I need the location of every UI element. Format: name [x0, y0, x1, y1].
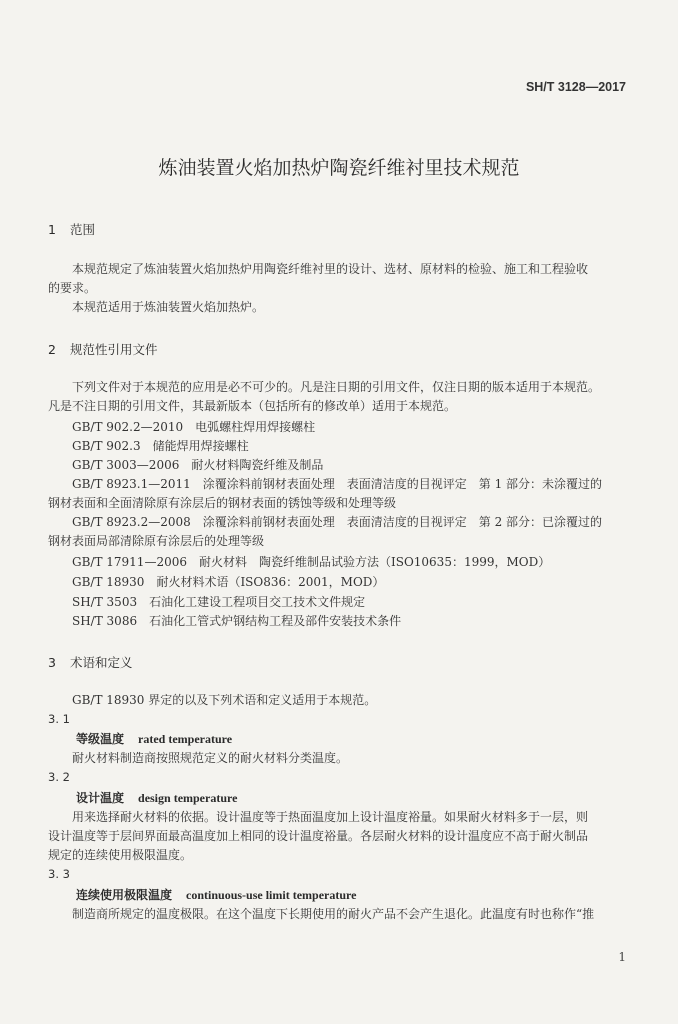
- paragraph-line: 本规范适用于炼油装置火焰加热炉。: [72, 300, 265, 314]
- reference-item-continuation: 钢材表面局部清除原有涂层后的处理等级: [48, 534, 265, 548]
- section-number: 3: [48, 655, 56, 670]
- reference-item: GB/T 902.3 储能焊用焊接螺柱: [72, 439, 249, 453]
- reference-item: GB/T 8923.1—2011 涂覆涂料前钢材表面处理 表面清洁度的目视评定 第 1 部分：未涂覆过的: [72, 477, 603, 491]
- reference-item: GB/T 902.2—2010 电弧螺柱焊用焊接螺柱: [72, 420, 316, 434]
- section-number: 2: [48, 342, 56, 357]
- section-1-heading: [48, 220, 95, 238]
- paragraph-line: 本规范规定了炼油装置火焰加热炉用陶瓷纤维衬里的设计、选材、原材料的检验、施工和工程验收: [72, 262, 589, 276]
- page-number: 1: [618, 950, 626, 964]
- paragraph-line: GB/T 18930 界定的以及下列术语和定义适用于本规范。: [72, 693, 377, 707]
- paragraph-line: 凡是不注日期的引用文件，其最新版本（包括所有的修改单）适用于本规范。: [48, 399, 457, 413]
- term-zh: 等级温度: [76, 732, 125, 746]
- term-definition: 制造商所规定的温度极限。在这个温度下长期使用的耐火产品不会产生退化。此温度有时也称作“推: [72, 907, 595, 921]
- term-en: continuous-use limit temperature: [186, 888, 357, 902]
- paragraph-line: 的要求。: [48, 281, 97, 295]
- term-definition: 耐火材料制造商按照规范定义的耐火材料分类温度。: [72, 751, 349, 765]
- term-heading: [76, 789, 237, 806]
- standard-code: SH/T 3128—2017: [525, 80, 626, 94]
- section-number: 1: [48, 222, 56, 237]
- section-3-heading: [48, 653, 133, 671]
- document-title: 炼油装置火焰加热炉陶瓷纤维衬里技术规范: [158, 157, 520, 179]
- term-number: 3. 1: [48, 712, 70, 726]
- term-zh: 连续使用极限温度: [76, 888, 173, 902]
- reference-item: GB/T 17911—2006 耐火材料 陶瓷纤维制品试验方法（ISO10635：1999，MOD）: [72, 555, 551, 569]
- term-heading: [76, 886, 356, 903]
- term-definition: 用来选择耐火材料的依据。设计温度等于热面温度加上设计温度裕量。如果耐火材料多于一层，则: [72, 810, 589, 824]
- term-en: design temperature: [138, 791, 238, 805]
- reference-item: GB/T 18930 耐火材料术语（ISO836：2001，MOD）: [72, 575, 385, 589]
- term-definition: 设计温度等于层间界面最高温度加上相同的设计温度裕量。各层耐火材料的设计温度应不高于耐火制品: [48, 829, 589, 843]
- reference-item-continuation: 钢材表面和全面清除原有涂层后的钢材表面的锈蚀等级和处理等级: [48, 496, 397, 510]
- paragraph-line: 下列文件对于本规范的应用是必不可少的。凡是注日期的引用文件，仅注日期的版本适用于本规范。: [72, 380, 601, 394]
- term-heading: [76, 730, 232, 747]
- reference-item: GB/T 3003—2006 耐火材料陶瓷纤维及制品: [72, 458, 324, 472]
- section-title: 规范性引用文件: [70, 342, 158, 357]
- reference-item: SH/T 3086 石油化工管式炉钢结构工程及部件安装技术条件: [72, 614, 402, 628]
- term-number: 3. 2: [48, 770, 70, 784]
- section-2-heading: [48, 340, 158, 358]
- section-title: 术语和定义: [70, 655, 133, 670]
- term-zh: 设计温度: [76, 791, 125, 805]
- section-title: 范围: [70, 222, 96, 237]
- term-en: rated temperature: [138, 732, 233, 746]
- term-number: 3. 3: [48, 867, 70, 881]
- reference-item: GB/T 8923.2—2008 涂覆涂料前钢材表面处理 表面清洁度的目视评定 第 2 部分：已涂覆过的: [72, 515, 603, 529]
- term-definition: 规定的连续使用极限温度。: [48, 848, 193, 862]
- reference-item: SH/T 3503 石油化工建设工程项目交工技术文件规定: [72, 595, 366, 609]
